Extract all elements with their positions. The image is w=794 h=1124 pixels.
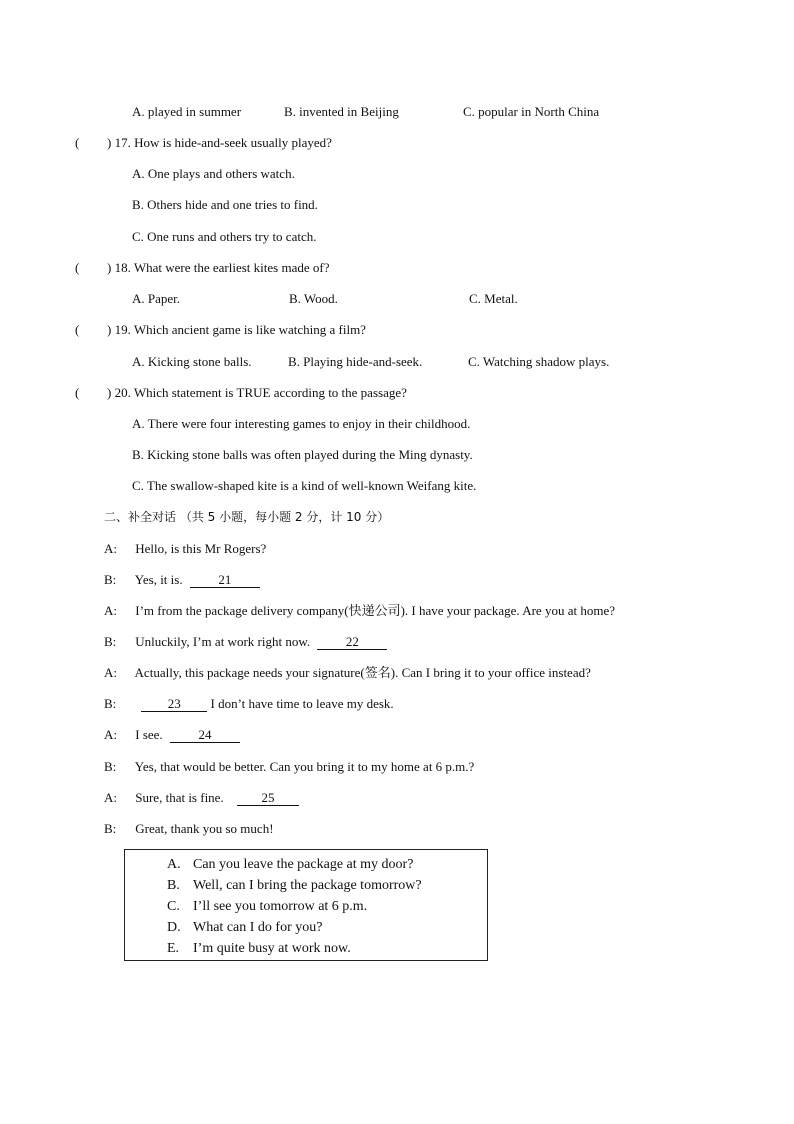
speaker-label: B: <box>104 759 117 774</box>
q18-option-a: A. Paper. <box>132 291 181 306</box>
q17-option-a: A. One plays and others watch. <box>132 166 295 181</box>
q16-option-c: C. popular in North China <box>463 104 600 119</box>
section-2-title: 二、补全对话 （共 5 小题，每小题 2 分，计 10 分） <box>104 510 390 524</box>
dialogue-line <box>104 665 591 681</box>
answer-blank-23[interactable]: 23 <box>141 697 207 712</box>
choice-letter: E. <box>167 941 180 956</box>
choice-text: Can you leave the package at my door? <box>193 857 414 872</box>
q20-option-b: B. Kicking stone balls was often played during the Ming dynasty. <box>132 447 473 462</box>
dialogue-text: Actually, this package needs your signature(签名). Can I bring it to your office instead? <box>134 665 591 680</box>
dialogue-line <box>104 821 274 837</box>
speaker-label: B: <box>104 821 117 836</box>
dialogue-line <box>104 541 266 557</box>
answer-blank-21[interactable]: 21 <box>190 573 260 588</box>
answer-blank-22[interactable]: 22 <box>317 635 387 650</box>
q20-option-c: C. The swallow-shaped kite is a kind of well-known Weifang kite. <box>132 478 477 493</box>
answer-blank-24[interactable]: 24 <box>170 728 240 743</box>
speaker-label: A: <box>104 727 117 742</box>
dialogue-line <box>104 727 240 743</box>
dialogue-text: I see. <box>135 727 163 742</box>
answer-blank-25[interactable]: 25 <box>237 791 299 806</box>
choice-b <box>167 877 422 895</box>
dialogue-text: Sure, that is fine. <box>135 790 224 805</box>
dialogue-text: I’m from the package delivery company(快递公司). I have your package. Are you at home? <box>135 603 615 618</box>
q17-question: ) 17. How is hide-and-seek usually played? <box>107 135 332 150</box>
speaker-label: B: <box>104 634 117 649</box>
q17-bracket: ( <box>75 135 80 150</box>
dialogue-text: Unluckily, I’m at work right now. <box>135 634 311 649</box>
choice-a <box>167 856 413 874</box>
q20-bracket: ( <box>75 385 80 400</box>
choice-letter: A. <box>167 857 181 872</box>
speaker-label: A: <box>104 541 117 556</box>
speaker-label: A: <box>104 790 117 805</box>
choice-c <box>167 898 367 916</box>
choice-text: I’ll see you tomorrow at 6 p.m. <box>193 899 368 914</box>
q17-option-b: B. Others hide and one tries to find. <box>132 197 318 212</box>
dialogue-text: Yes, that would be better. Can you bring it to my home at 6 p.m.? <box>134 759 475 774</box>
choice-letter: C. <box>167 899 180 914</box>
dialogue-line <box>104 572 260 588</box>
dialogue-text: Yes, it is. <box>134 572 183 587</box>
q16-option-a: A. played in summer <box>132 104 242 119</box>
choice-d <box>167 919 322 937</box>
choice-e <box>167 940 351 958</box>
choice-text: Well, can I bring the package tomorrow? <box>193 878 422 893</box>
q19-bracket: ( <box>75 322 80 337</box>
q18-bracket: ( <box>75 260 80 275</box>
dialogue-text: Hello, is this Mr Rogers? <box>135 541 267 556</box>
choice-letter: B. <box>167 878 180 893</box>
speaker-label: B: <box>104 572 117 587</box>
q18-question: ) 18. What were the earliest kites made of? <box>107 260 330 275</box>
q19-option-a: A. Kicking stone balls. <box>132 354 252 369</box>
dialogue-line <box>104 696 394 712</box>
choice-letter: D. <box>167 920 181 935</box>
dialogue-line <box>104 790 299 806</box>
q18-option-c: C. Metal. <box>469 291 518 306</box>
q19-option-c: C. Watching shadow plays. <box>468 354 610 369</box>
choice-text: I’m quite busy at work now. <box>193 941 351 956</box>
q20-option-a: A. There were four interesting games to enjoy in their childhood. <box>132 416 471 431</box>
speaker-label: A: <box>104 665 117 680</box>
q17-option-c: C. One runs and others try to catch. <box>132 229 317 244</box>
speaker-label: B: <box>104 696 117 711</box>
q19-question: ) 19. Which ancient game is like watching a film? <box>107 322 366 337</box>
dialogue-line <box>104 603 615 619</box>
q19-option-b: B. Playing hide-and-seek. <box>288 354 423 369</box>
dialogue-text: I don’t have time to leave my desk. <box>210 696 394 711</box>
dialogue-line <box>104 634 387 650</box>
choices-box <box>124 849 488 961</box>
q18-option-b: B. Wood. <box>289 291 338 306</box>
q16-option-b: B. invented in Beijing <box>284 104 399 119</box>
speaker-label: A: <box>104 603 117 618</box>
choice-text: What can I do for you? <box>193 920 323 935</box>
dialogue-text: Great, thank you so much! <box>135 821 274 836</box>
dialogue-line <box>104 759 474 775</box>
q20-question: ) 20. Which statement is TRUE according to the passage? <box>107 385 407 400</box>
